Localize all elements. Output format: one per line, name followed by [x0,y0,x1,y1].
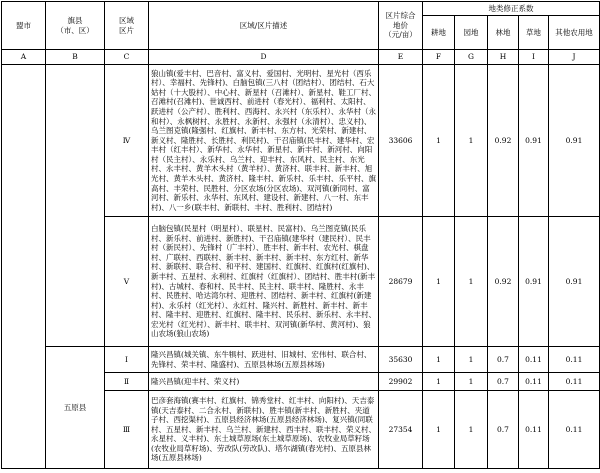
zone-cell: Ⅱ [105,373,149,391]
zone-description: 巴彦套海镇(赛丰村、红旗村、锦秀堂村、红丰村、向阳村)、天吉泰镇(天吉泰村、二合永村、新联村)、胜丰镇(新丰村、新胜村、夹道子村、西挖渠村)、五原县经济林场(五原县经济林场)、复兴镇(同联村、五星村、新丰村、乌兰村、新建村、西丰村、联丰村、荣义村、永星村、义丰村)、东土城草原场(东土城草原场)、农牧业局草籽场(农牧业局草籽场)、劳改队(劳改队)、塔尔湖镇(春光村)、五原县林场(五原县林场) [149,391,379,469]
coef-other: 0.91 [549,65,600,217]
coef-other: 0.91 [549,217,600,347]
land-price-table [1,1,600,469]
letter-f: F [423,50,455,65]
coef-other: 0.11 [549,347,600,373]
zone-cell: Ⅰ [105,347,149,373]
letter-b: B [46,50,105,65]
coef-grassland: 0.91 [519,65,549,217]
letter-g: G [455,50,488,65]
zone-description: 白脑包镇(民星村（明星村）、联星村、民富村)、乌兰图克镇(民乐村、新乐村、前进村、新胜村)、干召庙镇(建华村（建民村）、民丰村（新民村）、先锋村（广丰村）、胜丰村、新丰村、农光村、棋盘村、广联村、西联村、新丰村、新丰村、新丰村、东方红村、新华村、新联村、联合村、和平村、建国村、红旗村、红旗村(红旗村)、新丰村、五星村、永利村、红旗村（红旗村）、团结村、胜丰村(新丰村)、古城村、春和村、民丰村、民主村、联丰村、隆胜村、永丰村、民胜村、哈达湾尔村、迎胜村、团结村、新丰村、红旗村(新建村)、永乐村（红光村）、永红村、隆兴村、新胜村、新丰村、新丰村、隆丰村、迎胜村、红旗村、隆丰村、民乐村、新乐村、永丰村、宏光村（红光村）、新丰村、联丰村、双河镇(新华村、黄河村)、狼山农场(狼山农场) [149,217,379,347]
letter-e: E [379,50,423,65]
header-coef-group: 地类修正系数 [423,2,600,16]
coef-forest: 0.92 [488,217,519,347]
coef-farmland: 1 [423,373,455,391]
coef-farmland: 1 [423,217,455,347]
coef-farmland: 1 [423,391,455,469]
coef-forest: 0.7 [488,391,519,469]
letter-d: D [149,50,379,65]
coef-forest: 0.92 [488,65,519,217]
price-cell: 28679 [379,217,423,347]
county-cell: 五原县 [46,347,105,469]
price-cell: 35630 [379,347,423,373]
header-coef-orchard: 园地 [455,16,488,50]
letter-j: J [549,50,600,65]
coef-orchard: 1 [455,373,488,391]
zone-description: 隆兴昌镇(城关镇、东牛犋村、跃进村、旧城村、宏伟村、联合村、先锋村、荣丰村、隆盛村)、五原县林场(五原县林场) [149,347,379,373]
coef-orchard: 1 [455,347,488,373]
header-coef-grassland: 草地 [519,16,549,50]
header-league: 盟市 [2,2,46,50]
header-zone: 区域 区片 [105,2,149,50]
zone-cell: Ⅴ [105,217,149,347]
zone-description: 隆兴昌镇(迎丰村、荣义村) [149,373,379,391]
coef-orchard: 1 [455,391,488,469]
letter-c: C [105,50,149,65]
header-coef-forest: 林地 [488,16,519,50]
header-desc: 区域/区片描述 [149,2,379,50]
coef-farmland: 1 [423,347,455,373]
letter-h: H [488,50,519,65]
letter-a: A [2,50,46,65]
coef-grassland: 0.11 [519,347,549,373]
price-cell: 27354 [379,391,423,469]
header-coef-farmland: 耕地 [423,16,455,50]
coef-orchard: 1 [455,65,488,217]
zone-cell: Ⅲ [105,391,149,469]
county-cell [46,65,105,347]
coef-other: 0.11 [549,391,600,469]
table-row [2,347,600,373]
letter-i: I [519,50,549,65]
coef-farmland: 1 [423,65,455,217]
coef-grassland: 0.11 [519,373,549,391]
table-row [2,65,600,217]
header-price: 区片综合 地价 （元/亩） [379,2,423,50]
coef-orchard: 1 [455,217,488,347]
price-cell: 33606 [379,65,423,217]
coef-other: 0.11 [549,373,600,391]
price-cell: 29902 [379,373,423,391]
coef-grassland: 0.91 [519,217,549,347]
coef-forest: 0.7 [488,347,519,373]
league-cell [2,65,46,469]
zone-cell: Ⅳ [105,65,149,217]
zone-description: 狼山镇(爱丰村、巴音村、富义村、爱国村、光明村、星光村（西乐村）、幸福村、先锋村)、白脑包镇(三八村（团结村）、团结村、石大姑村（十大股村）、中心村、新星村（召滩村）、新星村、鞋工厂村、召滩村(召滩村)、世诚西村、前进村（春光村）、福利村、太阳村、跃进村（公产村）、胜利村、西海村、永兴村（东乐村）、永华村（永和村）、永枫树村、永胜村、永新村、永强村（永清村）、忠义村)、乌兰图克镇(隆强村、红旗村、新丰村、东方村、光荣村、新建村、新义村、隆胜村、长胜村、利民村)、干召庙镇(民丰村、建华村、宏丰村（红丰村）、新华村、永华村、新星村、新丰村、新河村、向阳村（民主村）、永乐村、乌兰村、迎丰村、东风村、民主村、东光村、永丰村、黄羊木头村（黄羊村）、黄济村、联丰村、新丰村、旭光村、黄羊木头村、黄济村、隆丰村、新乐村、乐丰村、乐平村、旗高村、丰荣村、民胜村、分区农场(分区农场)、双河镇(新同村、富河村、新乐村、永华村、东风村、建设村、新建村、八一村、东丰村)、八一乡(联丰村、新联村、丰村、胜利村、团结村) [149,65,379,217]
coef-forest: 0.7 [488,373,519,391]
header-banner: 旗县 （市、区） [46,2,105,50]
coef-grassland: 0.11 [519,391,549,469]
header-coef-other: 其他农用地 [549,16,600,50]
